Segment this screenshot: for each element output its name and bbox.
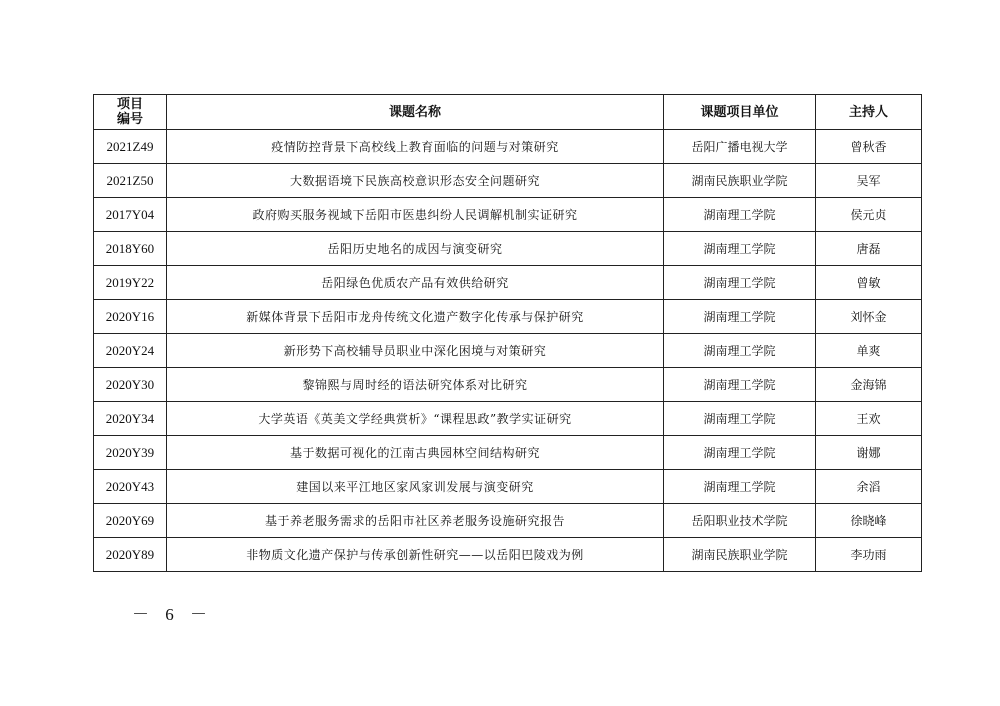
cell-host: 徐晓峰	[816, 504, 922, 538]
cell-project-unit: 湖南民族职业学院	[664, 538, 816, 572]
cell-project-code: 2021Z49	[94, 130, 167, 164]
page-number: － 6 －	[132, 605, 213, 624]
cell-topic-title: 新形势下高校辅导员职业中深化困境与对策研究	[167, 334, 664, 368]
cell-project-code: 2021Z50	[94, 164, 167, 198]
cell-topic-title: 新媒体背景下岳阳市龙舟传统文化遗产数字化传承与保护研究	[167, 300, 664, 334]
cell-project-code: 2018Y60	[94, 232, 167, 266]
cell-project-unit: 岳阳职业技术学院	[664, 504, 816, 538]
table-row	[94, 436, 922, 470]
cell-topic-title: 岳阳历史地名的成因与演变研究	[167, 232, 664, 266]
cell-topic-title: 政府购买服务视域下岳阳市医患纠纷人民调解机制实证研究	[167, 198, 664, 232]
cell-topic-title: 建国以来平江地区家风家训发展与演变研究	[167, 470, 664, 504]
cell-topic-title: 疫情防控背景下高校线上教育面临的问题与对策研究	[167, 130, 664, 164]
cell-topic-title: 岳阳绿色优质农产品有效供给研究	[167, 266, 664, 300]
table-row	[94, 232, 922, 266]
cell-project-code: 2017Y04	[94, 198, 167, 232]
cell-project-code: 2019Y22	[94, 266, 167, 300]
cell-topic-title: 非物质文化遗产保护与传承创新性研究——以岳阳巴陵戏为例	[167, 538, 664, 572]
header-code-line-2: 编号	[116, 112, 143, 127]
header-topic-title: 课题名称	[167, 95, 664, 130]
table-row	[94, 266, 922, 300]
cell-host: 李功雨	[816, 538, 922, 572]
header-project-unit: 课题项目单位	[664, 95, 816, 130]
cell-host: 王欢	[816, 402, 922, 436]
cell-project-unit: 湖南理工学院	[664, 232, 816, 266]
cell-topic-title: 大学英语《英美文学经典赏析》“课程思政”教学实证研究	[167, 402, 664, 436]
table-row	[94, 130, 922, 164]
table-row	[94, 164, 922, 198]
cell-host: 金海锦	[816, 368, 922, 402]
project-table	[93, 94, 922, 572]
table-row	[94, 402, 922, 436]
cell-host: 余滔	[816, 470, 922, 504]
table-row	[94, 198, 922, 232]
cell-topic-title: 基于数据可视化的江南古典园林空间结构研究	[167, 436, 664, 470]
header-host: 主持人	[816, 95, 922, 130]
table-row	[94, 300, 922, 334]
cell-host: 刘怀金	[816, 300, 922, 334]
cell-project-unit: 湖南理工学院	[664, 368, 816, 402]
cell-host: 曾敏	[816, 266, 922, 300]
cell-project-unit: 湖南理工学院	[664, 436, 816, 470]
table-row	[94, 470, 922, 504]
table-body	[94, 130, 922, 572]
cell-project-code: 2020Y30	[94, 368, 167, 402]
cell-host: 吴军	[816, 164, 922, 198]
cell-host: 单爽	[816, 334, 922, 368]
table-row	[94, 504, 922, 538]
header-project-code	[94, 95, 167, 130]
table-row	[94, 334, 922, 368]
cell-project-code: 2020Y43	[94, 470, 167, 504]
cell-project-unit: 湖南理工学院	[664, 198, 816, 232]
cell-host: 谢娜	[816, 436, 922, 470]
cell-project-unit: 湖南民族职业学院	[664, 164, 816, 198]
cell-host: 唐磊	[816, 232, 922, 266]
table-header-row	[94, 95, 922, 130]
cell-project-unit: 湖南理工学院	[664, 300, 816, 334]
cell-project-unit: 湖南理工学院	[664, 334, 816, 368]
cell-topic-title: 基于养老服务需求的岳阳市社区养老服务设施研究报告	[167, 504, 664, 538]
cell-project-code: 2020Y69	[94, 504, 167, 538]
cell-project-unit: 湖南理工学院	[664, 266, 816, 300]
cell-project-code: 2020Y16	[94, 300, 167, 334]
cell-project-code: 2020Y24	[94, 334, 167, 368]
cell-topic-title: 大数据语境下民族高校意识形态安全问题研究	[167, 164, 664, 198]
cell-project-code: 2020Y89	[94, 538, 167, 572]
cell-project-code: 2020Y39	[94, 436, 167, 470]
table-row	[94, 368, 922, 402]
table-row	[94, 538, 922, 572]
cell-project-unit: 岳阳广播电视大学	[664, 130, 816, 164]
header-code-line-1: 项目	[116, 97, 143, 112]
cell-project-code: 2020Y34	[94, 402, 167, 436]
cell-topic-title: 黎锦熙与周时经的语法研究体系对比研究	[167, 368, 664, 402]
cell-host: 侯元贞	[816, 198, 922, 232]
cell-host: 曾秋香	[816, 130, 922, 164]
cell-project-unit: 湖南理工学院	[664, 402, 816, 436]
cell-project-unit: 湖南理工学院	[664, 470, 816, 504]
